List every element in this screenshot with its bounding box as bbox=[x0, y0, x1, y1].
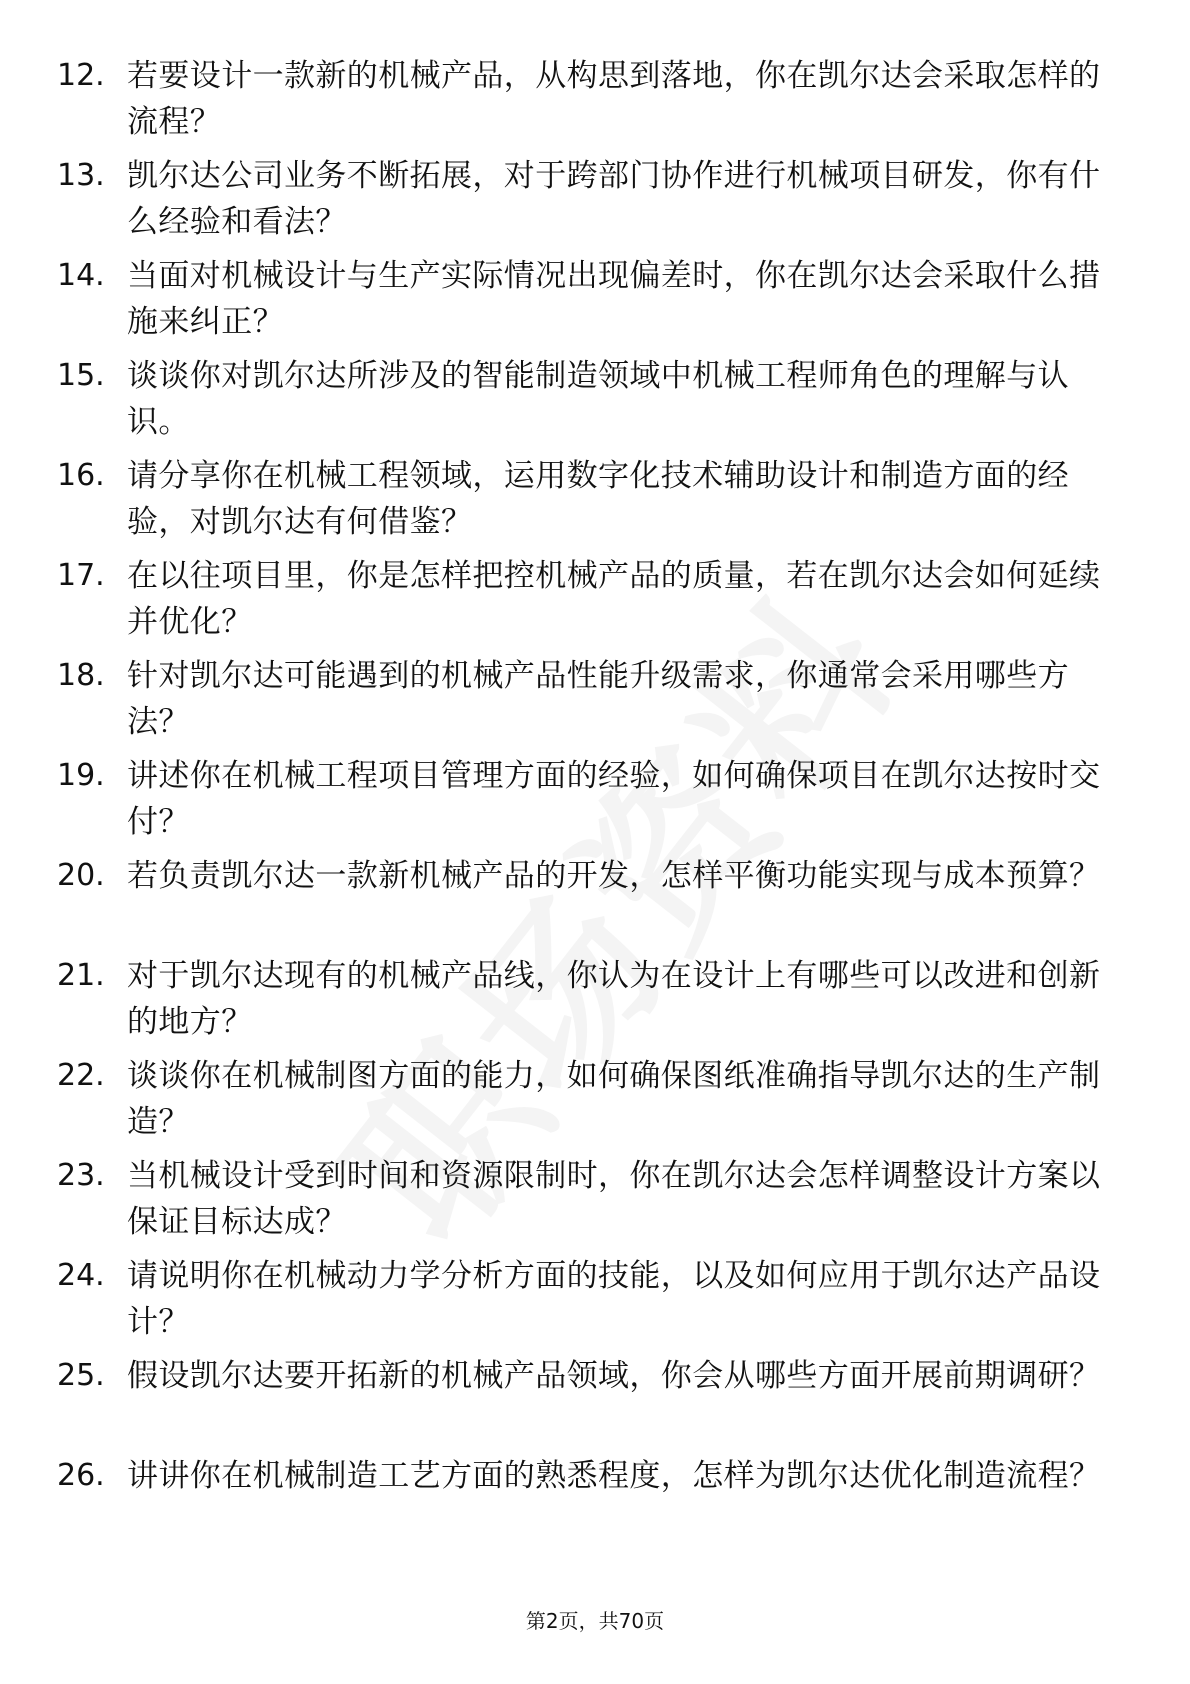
list-item bbox=[57, 253, 1117, 353]
question-number: 12. bbox=[57, 58, 105, 93]
list-item bbox=[57, 153, 1117, 253]
question-text: 当面对机械设计与生产实际情况出现偏差时，你在凯尔达会采取什么措施来纠正？ bbox=[127, 258, 1101, 340]
question-text: 请说明你在机械动力学分析方面的技能，以及如何应用于凯尔达产品设计？ bbox=[127, 1258, 1101, 1340]
question-number: 22. bbox=[57, 1058, 105, 1093]
list-item bbox=[57, 553, 1117, 653]
list-item bbox=[57, 953, 1117, 1053]
question-text: 当机械设计受到时间和资源限制时，你在凯尔达会怎样调整设计方案以保证目标达成？ bbox=[127, 1158, 1101, 1240]
question-number: 15. bbox=[57, 358, 105, 393]
question-number: 21. bbox=[57, 958, 105, 993]
question-number: 25. bbox=[57, 1358, 105, 1393]
list-item bbox=[57, 1053, 1117, 1153]
list-item bbox=[57, 453, 1117, 553]
question-text: 若要设计一款新的机械产品，从构思到落地，你在凯尔达会采取怎样的流程？ bbox=[127, 58, 1101, 140]
list-item bbox=[57, 653, 1117, 753]
question-number: 23. bbox=[57, 1158, 105, 1193]
question-text: 针对凯尔达可能遇到的机械产品性能升级需求，你通常会采用哪些方法？ bbox=[127, 658, 1069, 740]
list-item bbox=[57, 853, 1117, 953]
question-number: 16. bbox=[57, 458, 105, 493]
list-item bbox=[57, 1253, 1117, 1353]
question-text: 讲讲你在机械制造工艺方面的熟悉程度，怎样为凯尔达优化制造流程？ bbox=[127, 1458, 1101, 1494]
list-item bbox=[57, 353, 1117, 453]
list-item bbox=[57, 753, 1117, 853]
question-text: 假设凯尔达要开拓新的机械产品领域，你会从哪些方面开展前期调研？ bbox=[127, 1358, 1101, 1394]
list-item bbox=[57, 1353, 1117, 1453]
question-text: 若负责凯尔达一款新机械产品的开发，怎样平衡功能实现与成本预算？ bbox=[127, 858, 1101, 894]
question-text: 凯尔达公司业务不断拓展，对于跨部门协作进行机械项目研发，你有什么经验和看法？ bbox=[127, 158, 1101, 240]
question-text: 谈谈你对凯尔达所涉及的智能制造领域中机械工程师角色的理解与认识。 bbox=[127, 358, 1069, 440]
question-text: 请分享你在机械工程领域，运用数字化技术辅助设计和制造方面的经验，对凯尔达有何借鉴？ bbox=[127, 458, 1069, 540]
question-number: 14. bbox=[57, 258, 105, 293]
question-number: 24. bbox=[57, 1258, 105, 1293]
list-item bbox=[57, 1153, 1117, 1253]
list-item bbox=[57, 53, 1117, 153]
question-number: 20. bbox=[57, 858, 105, 893]
question-text: 在以往项目里，你是怎样把控机械产品的质量，若在凯尔达会如何延续并优化？ bbox=[127, 558, 1101, 640]
question-number: 13. bbox=[57, 158, 105, 193]
question-number: 17. bbox=[57, 558, 105, 593]
question-number: 26. bbox=[57, 1458, 105, 1493]
question-text: 谈谈你在机械制图方面的能力，如何确保图纸准确指导凯尔达的生产制造？ bbox=[127, 1058, 1101, 1140]
list-item bbox=[57, 1453, 1117, 1553]
question-text: 讲述你在机械工程项目管理方面的经验，如何确保项目在凯尔达按时交付？ bbox=[127, 758, 1101, 840]
question-number: 18. bbox=[57, 658, 105, 693]
page-footer: 第2页，共70页 bbox=[525, 1609, 665, 1633]
question-list bbox=[57, 53, 1117, 1553]
question-number: 19. bbox=[57, 758, 105, 793]
question-text: 对于凯尔达现有的机械产品线，你认为在设计上有哪些可以改进和创新的地方？ bbox=[127, 958, 1101, 1040]
